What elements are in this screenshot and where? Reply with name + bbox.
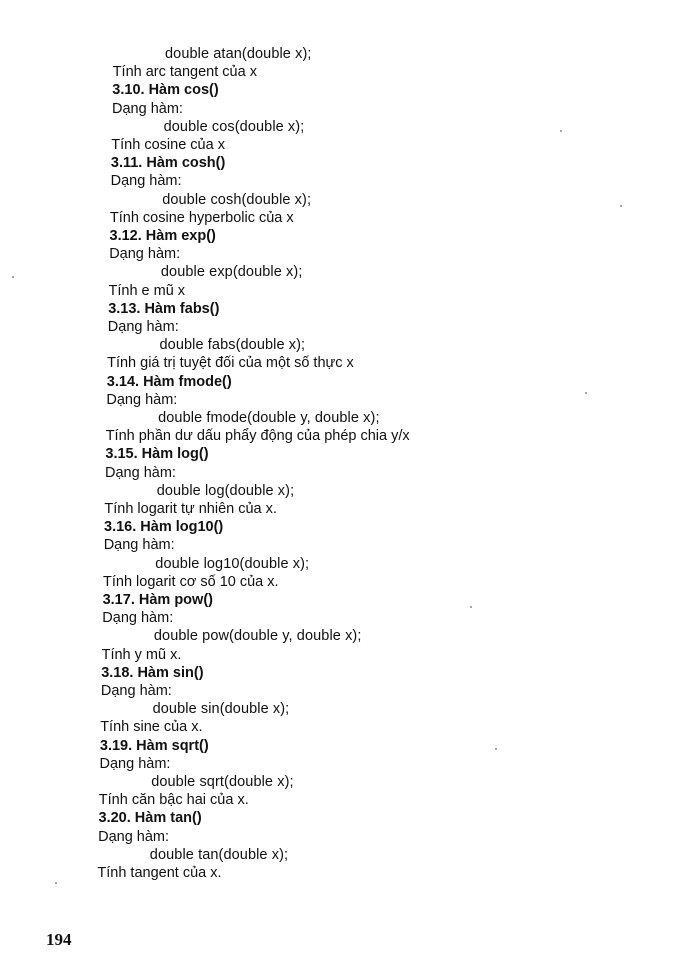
body-text: Tính logarit tự nhiên của x. [104,501,277,517]
section-heading: 3.18. Hàm sin() [101,664,204,681]
scan-speck [495,748,497,750]
body-text: Tính sine của x. [100,719,203,736]
body-text: Tính logarit cơ số 10 của x. [103,573,279,590]
body-text: Tính cosine của x [111,137,225,153]
page-number: 194 [46,930,72,949]
body-text: Tính giá trị tuyệt đối của một số thực x [107,355,354,372]
function-signature: double pow(double y, double x); [153,628,362,645]
body-text: Tính arc tangent của x [112,64,257,81]
section-heading: 3.20. Hàm tan() [98,810,202,827]
scan-speck [585,392,587,394]
body-text: Dạng hàm: [100,683,172,699]
body-text: Dạng hàm: [99,755,171,772]
body-text: Tính phần dư dấu phẩy động của phép chia y/x [105,428,410,445]
function-signature: double tan(double x); [149,846,289,863]
function-signature: double cos(double x); [163,118,305,135]
scan-speck [470,606,472,608]
body-text: Tính tangent của x. [97,865,222,881]
body-text: Dạng hàm: [107,319,179,335]
body-text: Dạng hàm: [106,391,178,408]
scan-speck [12,276,14,278]
section-heading: 3.12. Hàm exp() [109,228,216,244]
function-signature: double cosh(double x); [162,191,312,208]
body-text: Dạng hàm: [102,610,174,627]
function-signature: double fmode(double y, double x); [158,410,380,426]
section-heading: 3.19. Hàm sqrt() [99,737,209,754]
function-signature: double log(double x); [156,482,295,499]
body-text: Dạng hàm: [109,246,181,263]
scan-speck [55,882,57,884]
body-text: Dạng hàm: [112,100,183,117]
body-text: Tính căn bậc hai của x. [98,792,249,809]
scan-speck [620,205,622,207]
section-heading: 3.11. Hàm cosh() [110,155,226,172]
function-signature: double log10(double x); [155,555,310,572]
section-heading: 3.17. Hàm pow() [102,592,213,608]
body-text: Dạng hàm: [103,537,175,554]
section-heading: 3.15. Hàm log() [105,446,209,463]
section-heading: 3.14. Hàm fmode() [106,373,232,390]
body-text: Tính cosine hyperbolic của x [109,209,294,226]
function-signature: double atan(double x); [165,46,312,62]
section-heading: 3.10. Hàm cos() [112,82,219,99]
body-text: Dạng hàm: [110,173,182,190]
scan-speck [560,130,562,132]
function-signature: double sqrt(double x); [151,774,294,790]
body-text: Dạng hàm: [105,464,176,481]
section-heading: 3.16. Hàm log10() [104,519,224,536]
function-signature: double fabs(double x); [159,337,306,354]
body-text: Tính y mũ x. [101,646,182,663]
section-heading: 3.13. Hàm fabs() [108,300,220,317]
function-signature: double exp(double x); [160,264,303,281]
body-text: Tính e mũ x [108,282,186,299]
body-text: Dạng hàm: [98,828,170,845]
function-signature: double sin(double x); [152,701,290,718]
